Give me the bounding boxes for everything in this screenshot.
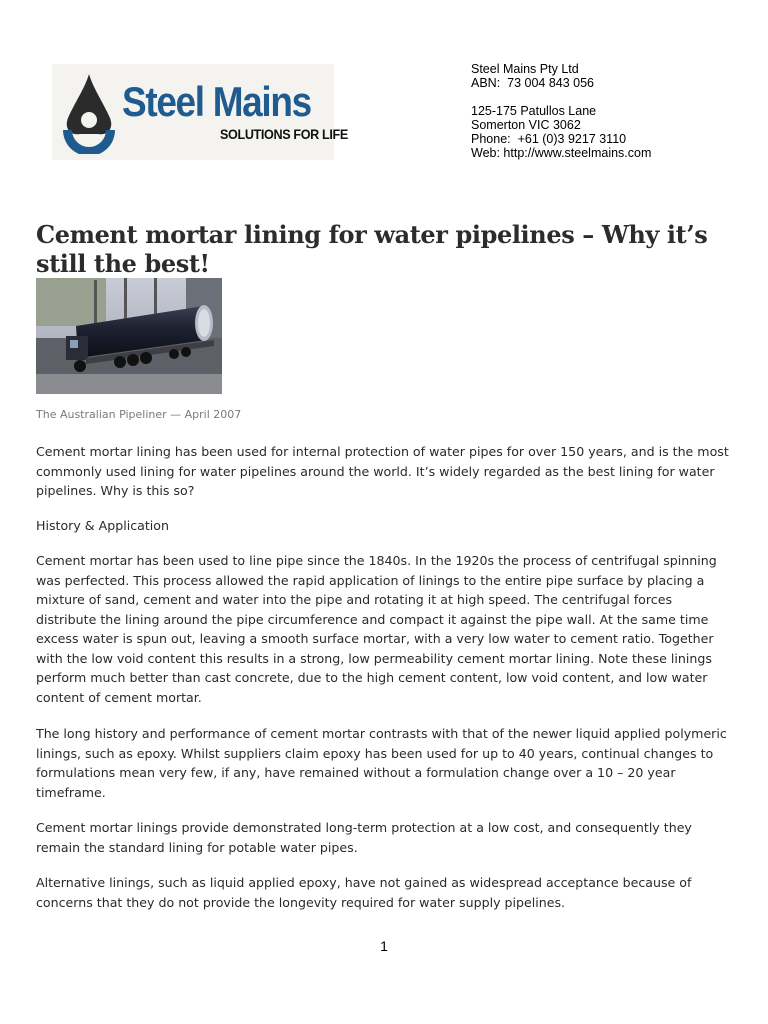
article-title: Cement mortar lining for water pipelines – Why it’s still the best! — [36, 220, 708, 278]
protection-paragraph: Cement mortar linings provide demonstrated long-term protection at a low cost, and consequently they remain the standard lining for potable water pipes. — [36, 820, 692, 855]
alternatives-paragraph: Alternative linings, such as liquid applied epoxy, have not gained as widespread acceptance because of concerns that they do not provide the longevity required for water supply pipelines. — [36, 875, 692, 910]
phone-number: Phone: +61 (0)3 9217 3110 — [471, 132, 627, 146]
water-drop-logo-icon — [60, 72, 118, 154]
truck-carrying-pipe-photo-icon — [36, 278, 222, 394]
contact-block — [471, 62, 651, 160]
logo-wordmark: Steel Mains — [122, 78, 311, 125]
website-link[interactable]: Web: http://www.steelmains.com — [471, 146, 652, 160]
address-line-1: 125-175 Patullos Lane — [471, 104, 597, 118]
comparison-paragraph: The long history and performance of cement mortar contrasts with that of the newer liquid applied polymeric linings, such as epoxy. Whilst suppliers claim epoxy has been used for up to 40 years, continual changes to formulations mean very few, if any, have remained without a formulation change over a 10 – 20 year timeframe. — [36, 726, 727, 800]
photo-caption: The Australian Pipeliner — April 2007 — [36, 408, 242, 421]
address-line-2: Somerton VIC 3062 — [471, 118, 581, 132]
abn-number: ABN: 73 004 843 056 — [471, 76, 595, 90]
section-heading-history: History & Application — [36, 518, 169, 533]
article-photo — [36, 278, 222, 394]
company-name: Steel Mains Pty Ltd — [471, 62, 579, 76]
page-number: 1 — [380, 938, 388, 954]
history-paragraph: Cement mortar has been used to line pipe since the 1840s. In the 1920s the process of centrifugal spinning was perfected. This process allowed the rapid application of linings to the entire pipe surface by placing a mixture of sand, cement and water into the pipe and rotating it at high speed. The centrifugal forces distribute the lining around the pipe circumference and compact it against the pipe wall. At the same time excess water is spun out, leaving a smooth surface mortar, with a very low water to cement ratio. Together with the low void content this results in a strong, low permeability cement mortar lining. Note these linings perform much better than cast concrete, due to the high cement content, low void content, and low water content of cement mortar. — [36, 553, 717, 705]
steel-mains-logo — [52, 64, 348, 160]
intro-paragraph: Cement mortar lining has been used for internal protection of water pipes for over 150 years, and is the most commonly used lining for water pipelines around the world. It’s widely regarded as the best lining for water pipelines. Why is this so? — [36, 444, 729, 498]
logo-tagline: SOLUTIONS FOR LIFE — [220, 126, 348, 142]
